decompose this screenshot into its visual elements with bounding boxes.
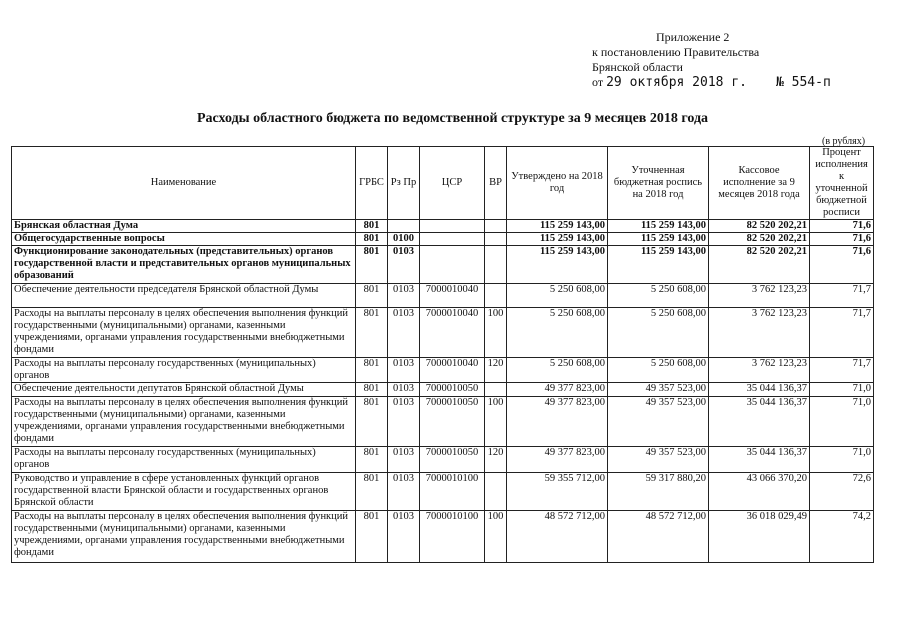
cell-revised: 48 572 712,00	[608, 511, 709, 563]
table-row	[12, 447, 874, 473]
cell-revised: 59 317 880,20	[608, 473, 709, 511]
table-row	[12, 308, 874, 358]
header-percent: Процент исполнения к уточненной бюджетной росписи	[810, 147, 874, 220]
cell-approved: 5 250 608,00	[507, 358, 608, 383]
cell-percent: 71,7	[810, 308, 874, 358]
cell-name: Обеспечение деятельности депутатов Брянской областной Думы	[12, 383, 356, 397]
cell-rzpr: 0103	[388, 246, 420, 284]
cell-percent: 71,6	[810, 233, 874, 246]
cell-vr	[485, 284, 507, 308]
cell-rzpr: 0103	[388, 447, 420, 473]
table-row	[12, 233, 874, 246]
cell-rzpr: 0103	[388, 284, 420, 308]
appendix-title: Приложение 2	[656, 30, 730, 44]
cell-cash: 35 044 136,37	[709, 383, 810, 397]
cell-rzpr	[388, 220, 420, 233]
cell-name: Расходы на выплаты персоналу государственных (муниципальных) органов	[12, 447, 356, 473]
cell-csr: 7000010050	[420, 383, 485, 397]
cell-percent: 71,7	[810, 284, 874, 308]
table-row	[12, 397, 874, 447]
cell-grbs: 801	[356, 246, 388, 284]
cell-approved: 115 259 143,00	[507, 233, 608, 246]
cell-cash: 43 066 370,20	[709, 473, 810, 511]
cell-approved: 49 377 823,00	[507, 397, 608, 447]
cell-name: Расходы на выплаты персоналу в целях обеспечения выполнения функций государственными (муниципальными) органами, казенными учреждениями, органами управления государственными внебюджетными фондами	[12, 511, 356, 563]
resolution-number: № 554-п	[775, 75, 831, 90]
cell-grbs: 801	[356, 220, 388, 233]
cell-approved: 59 355 712,00	[507, 473, 608, 511]
cell-csr: 7000010100	[420, 511, 485, 563]
cell-grbs: 801	[356, 233, 388, 246]
cell-name: Обеспечение деятельности председателя Брянской областной Думы	[12, 284, 356, 308]
cell-vr: 100	[485, 308, 507, 358]
cell-grbs: 801	[356, 284, 388, 308]
cell-percent: 71,7	[810, 358, 874, 383]
cell-approved: 5 250 608,00	[507, 308, 608, 358]
cell-rzpr: 0103	[388, 511, 420, 563]
cell-percent: 71,0	[810, 447, 874, 473]
cell-rzpr: 0103	[388, 308, 420, 358]
cell-name: Расходы на выплаты персоналу в целях обеспечения выполнения функций государственными (муниципальными) органами, казенными учреждениями, органами управления государственными внебюджетными фондами	[12, 308, 356, 358]
cell-percent: 74,2	[810, 511, 874, 563]
cell-cash: 82 520 202,21	[709, 233, 810, 246]
cell-grbs: 801	[356, 447, 388, 473]
cell-cash: 82 520 202,21	[709, 246, 810, 284]
cell-csr	[420, 220, 485, 233]
cell-approved: 48 572 712,00	[507, 511, 608, 563]
cell-revised: 115 259 143,00	[608, 233, 709, 246]
cell-name: Расходы на выплаты персоналу государственных (муниципальных) органов	[12, 358, 356, 383]
appendix-date-line	[592, 75, 892, 90]
cell-revised: 5 250 608,00	[608, 284, 709, 308]
cell-revised: 5 250 608,00	[608, 308, 709, 358]
cell-revised: 5 250 608,00	[608, 358, 709, 383]
budget-table	[11, 146, 874, 563]
cell-csr	[420, 233, 485, 246]
table-row	[12, 358, 874, 383]
cell-csr: 7000010050	[420, 397, 485, 447]
cell-grbs: 801	[356, 358, 388, 383]
cell-csr	[420, 246, 485, 284]
table-row	[12, 383, 874, 397]
appendix-region: Брянской области	[592, 60, 683, 74]
cell-csr: 7000010040	[420, 358, 485, 383]
cell-rzpr: 0103	[388, 383, 420, 397]
cell-vr	[485, 383, 507, 397]
cell-csr: 7000010050	[420, 447, 485, 473]
header-approved: Утверждено на 2018 год	[507, 147, 608, 220]
cell-name: Общегосударственные вопросы	[12, 233, 356, 246]
header-name: Наименование	[12, 147, 356, 220]
cell-percent: 71,6	[810, 220, 874, 233]
table-row	[12, 284, 874, 308]
cell-cash: 35 044 136,37	[709, 447, 810, 473]
cell-revised: 49 357 523,00	[608, 383, 709, 397]
cell-percent: 71,6	[810, 246, 874, 284]
cell-name: Функционирование законодательных (представительных) органов государственной власти и представительных органов муниципальных образований	[12, 246, 356, 284]
cell-rzpr: 0103	[388, 358, 420, 383]
cell-csr: 7000010040	[420, 308, 485, 358]
cell-cash: 3 762 123,23	[709, 284, 810, 308]
cell-grbs: 801	[356, 511, 388, 563]
cell-grbs: 801	[356, 383, 388, 397]
cell-vr	[485, 246, 507, 284]
header-rzpr: Рз Пр	[388, 147, 420, 220]
cell-approved: 49 377 823,00	[507, 447, 608, 473]
cell-vr: 100	[485, 397, 507, 447]
table-row	[12, 473, 874, 511]
cell-vr: 120	[485, 447, 507, 473]
cell-percent: 72,6	[810, 473, 874, 511]
cell-name: Руководство и управление в сфере установленных функций органов государственной власти Брянской области и государственных органов Брянской области	[12, 473, 356, 511]
cell-csr: 7000010040	[420, 284, 485, 308]
cell-csr: 7000010100	[420, 473, 485, 511]
resolution-date: 29 октября 2018 г.	[606, 75, 747, 90]
cell-percent: 71,0	[810, 383, 874, 397]
header-grbs: ГРБС	[356, 147, 388, 220]
cell-vr	[485, 473, 507, 511]
cell-name: Брянская областная Дума	[12, 220, 356, 233]
table-header-row	[12, 147, 874, 220]
units-label: (в рублях)	[822, 136, 866, 147]
table-row	[12, 511, 874, 563]
header-csr: ЦСР	[420, 147, 485, 220]
appendix-block	[592, 30, 892, 90]
document-title: Расходы областного бюджета по ведомственной структуре за 9 месяцев 2018 года	[196, 111, 709, 126]
cell-revised: 115 259 143,00	[608, 246, 709, 284]
cell-name: Расходы на выплаты персоналу в целях обеспечения выполнения функций государственными (муниципальными) органами, казенными учреждениями, органами управления государственными внебюджетными фондами	[12, 397, 356, 447]
cell-cash: 3 762 123,23	[709, 358, 810, 383]
cell-grbs: 801	[356, 308, 388, 358]
appendix-resolution: к постановлению Правительства	[592, 45, 760, 59]
table-row	[12, 246, 874, 284]
cell-vr	[485, 220, 507, 233]
cell-cash: 36 018 029,49	[709, 511, 810, 563]
cell-rzpr: 0103	[388, 397, 420, 447]
table-body	[12, 220, 874, 563]
cell-rzpr: 0100	[388, 233, 420, 246]
cell-vr: 120	[485, 358, 507, 383]
header-cash: Кассовое исполнение за 9 месяцев 2018 года	[709, 147, 810, 220]
table-row	[12, 220, 874, 233]
cell-cash: 35 044 136,37	[709, 397, 810, 447]
header-revised: Уточненная бюджетная роспись на 2018 год	[608, 147, 709, 220]
cell-approved: 115 259 143,00	[507, 246, 608, 284]
cell-revised: 115 259 143,00	[608, 220, 709, 233]
cell-revised: 49 357 523,00	[608, 447, 709, 473]
cell-rzpr: 0103	[388, 473, 420, 511]
cell-grbs: 801	[356, 473, 388, 511]
cell-grbs: 801	[356, 397, 388, 447]
cell-revised: 49 357 523,00	[608, 397, 709, 447]
cell-cash: 82 520 202,21	[709, 220, 810, 233]
date-prefix: от	[592, 75, 604, 89]
cell-cash: 3 762 123,23	[709, 308, 810, 358]
cell-approved: 5 250 608,00	[507, 284, 608, 308]
cell-vr: 100	[485, 511, 507, 563]
header-vr: ВР	[485, 147, 507, 220]
cell-vr	[485, 233, 507, 246]
cell-approved: 49 377 823,00	[507, 383, 608, 397]
cell-approved: 115 259 143,00	[507, 220, 608, 233]
cell-percent: 71,0	[810, 397, 874, 447]
